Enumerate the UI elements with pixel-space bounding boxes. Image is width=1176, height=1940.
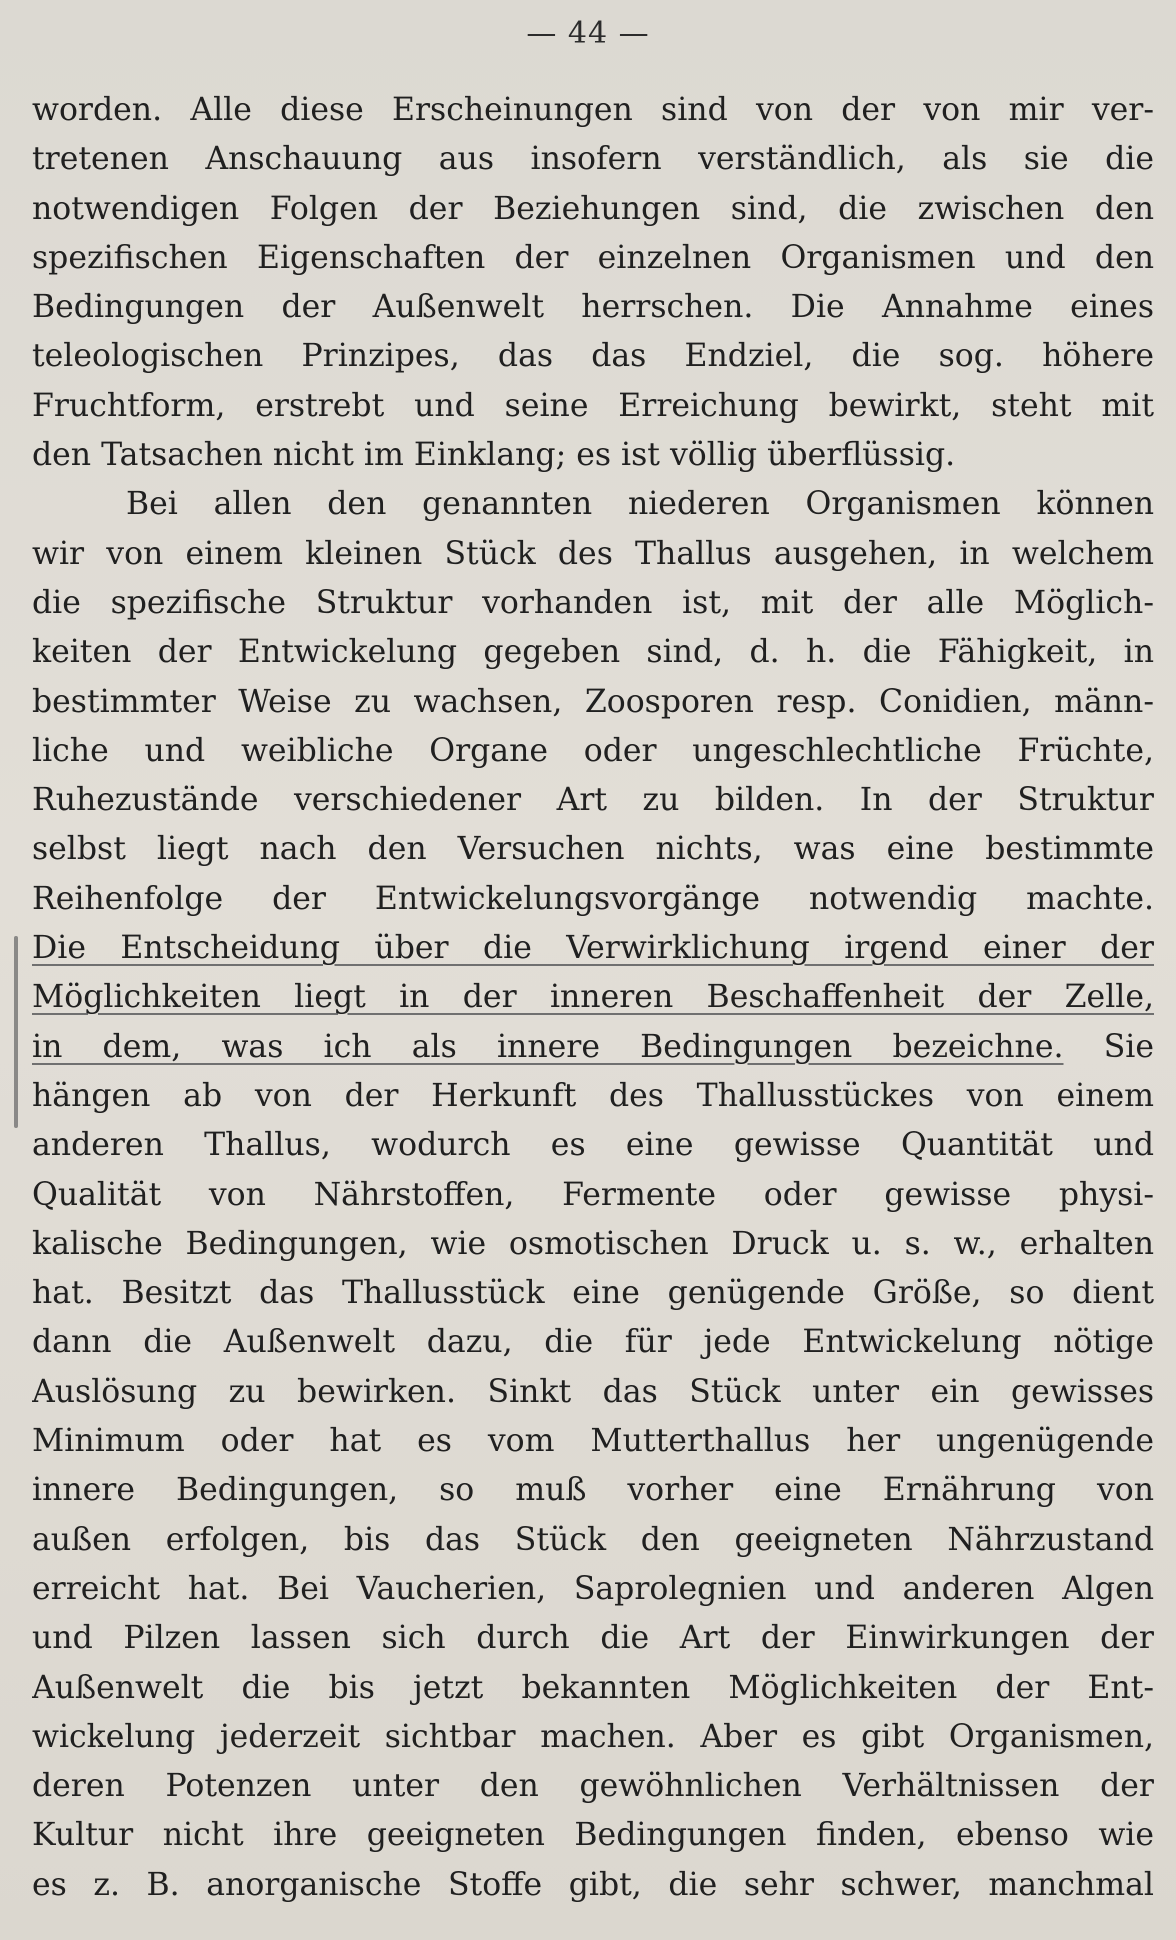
text-line: wickelung jederzeit sichtbar machen. Aber es gibt Organismen, [32, 1718, 1154, 1755]
text-line: selbst liegt nach den Versuchen nichts, was eine bestimmte [32, 831, 1154, 868]
text-line: es z. B. anorganische Stoffe gibt, die sehr schwer, manchmal [32, 1866, 1154, 1903]
text-line: die spezifische Struktur vorhanden ist, mit der alle Möglich- [32, 584, 1154, 621]
text-line: deren Potenzen unter den gewöhnlichen Verhältnissen der [32, 1768, 1154, 1805]
text-line: Kultur nicht ihre geeigneten Bedingungen finden, ebenso wie [32, 1817, 1154, 1854]
text-line: Qualität von Nährstoffen, Fermente oder gewisse physi- [32, 1176, 1154, 1213]
text-line: worden. Alle diese Erscheinungen sind von der von mir ver- [32, 92, 1154, 128]
page-number-header: — 44 — [526, 16, 650, 51]
text-line: erreicht hat. Bei Vaucherien, Saprolegnien und anderen Algen [32, 1570, 1154, 1607]
underlined-text-line [32, 1023, 1154, 1072]
text-line: teleologischen Prinzipes, das das Endziel, die sog. höhere [32, 338, 1154, 375]
text-line: den Tatsachen nicht im Einklang; es ist völlig überflüssig. [32, 437, 956, 474]
text-line: keiten der Entwickelung gegeben sind, d. h. die Fähigkeit, in [32, 634, 1154, 671]
text-line: tretenen Anschauung aus insofern verständlich, als sie die [32, 141, 1154, 178]
text-line: innere Bedingungen, so muß vorher eine Ernährung von [32, 1472, 1154, 1509]
underlined-passage: in dem, was ich als innere Bedingungen bezeichne. [32, 1028, 1064, 1065]
text-line: bestimmter Weise zu wachsen, Zoosporen resp. Conidien, männ- [32, 683, 1154, 720]
text-line: Außenwelt die bis jetzt bekannten Möglichkeiten der Ent- [32, 1669, 1154, 1706]
text-line: außen erfolgen, bis das Stück den geeigneten Nährzustand [32, 1521, 1154, 1558]
text-line: Auslösung zu bewirken. Sinkt das Stück unter ein gewisses [32, 1373, 1154, 1410]
text-line: wir von einem kleinen Stück des Thallus ausgehen, in welchem [32, 535, 1154, 572]
text-line: Fruchtform, erstrebt und seine Erreichung bewirkt, steht mit [32, 387, 1154, 424]
text-line: spezifischen Eigenschaften der einzelnen Organismen und den [32, 239, 1154, 276]
body-text [32, 86, 1154, 1910]
underlined-passage: Die Entscheidung über die Verwirklichung irgend einer der [32, 930, 1154, 967]
text-line: Ruhezustände verschiedener Art zu bilden. In der Struktur [32, 782, 1154, 819]
text-line: Bei allen den genannten niederen Organismen können [126, 486, 1154, 523]
text-line: liche und weibliche Organe oder ungeschlechtliche Früchte, [32, 732, 1154, 769]
text-line: kalische Bedingungen, wie osmotischen Druck u. s. w., erhalten [32, 1225, 1154, 1262]
margin-pencil-mark [14, 936, 18, 1128]
text-line: Minimum oder hat es vom Mutterthallus her ungenügende [32, 1423, 1154, 1460]
text-line: hängen ab von der Herkunft des Thallusstückes von einem [32, 1077, 1154, 1114]
underlined-text-line [32, 924, 1154, 973]
text-line: anderen Thallus, wodurch es eine gewisse Quantität und [32, 1127, 1154, 1164]
text-line: und Pilzen lassen sich durch die Art der Einwirkungen der [32, 1620, 1154, 1657]
text-line: Bedingungen der Außenwelt herrschen. Die Annahme eines [32, 289, 1154, 326]
underlined-passage: Möglichkeiten liegt in der inneren Beschaffenheit der Zelle, [32, 979, 1154, 1016]
text-line: Reihenfolge der Entwickelungsvorgänge notwendig machte. [32, 880, 1154, 917]
text-line: notwendigen Folgen der Beziehungen sind, die zwischen den [32, 190, 1154, 227]
text-line: hat. Besitzt das Thallusstück eine genügende Größe, so dient [32, 1275, 1154, 1312]
line-tail: Sie [1103, 1028, 1154, 1065]
underlined-text-line [32, 973, 1154, 1022]
text-line: dann die Außenwelt dazu, die für jede Entwickelung nötige [32, 1324, 1154, 1361]
